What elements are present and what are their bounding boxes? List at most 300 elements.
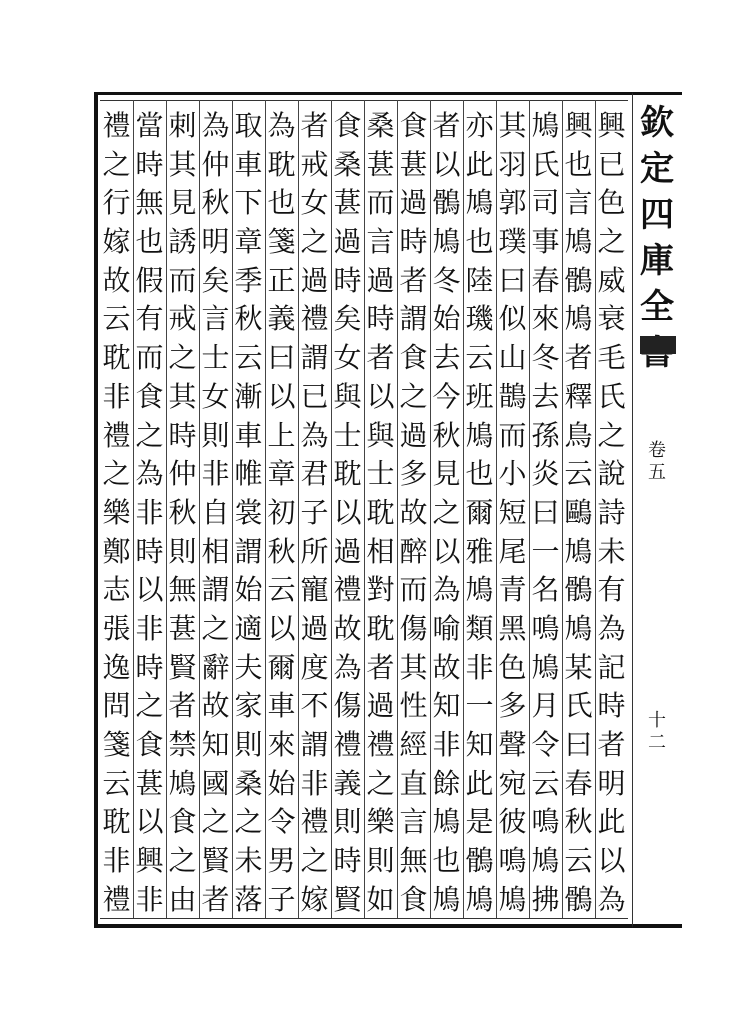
text-char: 章 bbox=[267, 457, 296, 491]
text-char: 知 bbox=[465, 728, 494, 761]
text-char: 之 bbox=[300, 844, 329, 878]
text-char: 來 bbox=[531, 302, 560, 336]
text-char: 彼 bbox=[498, 805, 527, 839]
text-char: 而 bbox=[135, 341, 164, 375]
text-char: 過 bbox=[399, 418, 428, 452]
text-char: 戒 bbox=[300, 147, 329, 181]
text-char: 故 bbox=[102, 263, 131, 297]
text-char: 而 bbox=[399, 573, 428, 607]
text-char: 拂 bbox=[531, 882, 560, 916]
text-char: 時 bbox=[135, 650, 164, 684]
text-char: 國 bbox=[201, 766, 230, 800]
text-char: 未 bbox=[597, 534, 626, 568]
text-char: 一 bbox=[531, 534, 560, 568]
text-char: 則 bbox=[366, 844, 395, 878]
text-char: 以 bbox=[597, 844, 626, 878]
text-char: 食 bbox=[399, 109, 428, 142]
text-char: 令 bbox=[267, 805, 296, 839]
text-char: 無 bbox=[135, 186, 164, 220]
text-char: 此 bbox=[465, 147, 494, 181]
text-char: 上 bbox=[267, 418, 296, 452]
text-char: 云 bbox=[234, 341, 263, 375]
fishtail-mark bbox=[640, 336, 676, 354]
text-char: 刺 bbox=[168, 109, 197, 142]
text-char: 興 bbox=[564, 109, 593, 142]
text-column bbox=[97, 108, 137, 918]
text-char: 桑 bbox=[234, 766, 263, 800]
text-char: 小 bbox=[498, 457, 527, 491]
text-char: 時 bbox=[333, 844, 362, 878]
text-char: 陸 bbox=[465, 263, 494, 297]
volume-char: 五 bbox=[648, 462, 666, 483]
title-char: 欽 bbox=[640, 103, 674, 143]
text-char: 鳩 bbox=[564, 302, 593, 336]
text-char: 鳩 bbox=[564, 611, 593, 645]
text-char: 鳩 bbox=[432, 225, 461, 259]
title-char: 庫 bbox=[640, 241, 674, 281]
text-char: 月 bbox=[531, 689, 560, 723]
text-char: 言 bbox=[366, 225, 395, 259]
text-char: 男 bbox=[267, 844, 296, 878]
text-char: 今 bbox=[432, 379, 461, 413]
text-char: 始 bbox=[432, 302, 461, 336]
text-char: 為 bbox=[333, 650, 362, 684]
text-char: 適 bbox=[234, 611, 263, 645]
text-char: 張 bbox=[102, 611, 131, 645]
text-char: 士 bbox=[333, 418, 362, 452]
text-char: 鷗 bbox=[564, 495, 593, 529]
text-char: 孫 bbox=[531, 418, 560, 452]
text-char: 之 bbox=[597, 418, 626, 452]
text-char: 無 bbox=[399, 844, 428, 878]
text-char: 過 bbox=[366, 689, 395, 723]
text-char: 賢 bbox=[201, 844, 230, 878]
text-char: 以 bbox=[135, 805, 164, 839]
text-char: 秋 bbox=[267, 534, 296, 568]
text-char: 逸 bbox=[102, 650, 131, 684]
text-char: 釋 bbox=[564, 379, 593, 413]
text-char: 聲 bbox=[498, 728, 527, 761]
volume-char: 卷 bbox=[648, 440, 666, 461]
text-char: 耽 bbox=[102, 805, 131, 839]
text-char: 非 bbox=[432, 728, 461, 761]
text-char: 事 bbox=[531, 225, 560, 259]
text-char: 之 bbox=[201, 805, 230, 839]
text-char: 假 bbox=[135, 263, 164, 297]
text-char: 謂 bbox=[234, 534, 263, 568]
text-char: 故 bbox=[333, 611, 362, 645]
text-char: 璞 bbox=[498, 225, 527, 259]
text-char: 士 bbox=[366, 457, 395, 491]
text-char: 葚 bbox=[399, 147, 428, 181]
text-char: 禁 bbox=[168, 728, 197, 761]
text-char: 直 bbox=[399, 766, 428, 800]
text-char: 黑 bbox=[498, 611, 527, 645]
page-number bbox=[648, 710, 666, 754]
text-char: 明 bbox=[597, 766, 626, 800]
text-char: 非 bbox=[135, 495, 164, 529]
text-char: 炎 bbox=[531, 457, 560, 491]
text-char: 一 bbox=[465, 689, 494, 723]
text-char: 者 bbox=[399, 263, 428, 297]
text-char: 之 bbox=[432, 495, 461, 529]
text-char: 醉 bbox=[399, 534, 428, 568]
text-char: 春 bbox=[564, 766, 593, 800]
text-char: 傷 bbox=[399, 611, 428, 645]
text-char: 為 bbox=[135, 457, 164, 491]
text-char: 非 bbox=[102, 844, 131, 878]
text-char: 云 bbox=[267, 573, 296, 607]
text-char: 禮 bbox=[333, 573, 362, 607]
text-char: 子 bbox=[300, 495, 329, 529]
text-char: 食 bbox=[399, 882, 428, 916]
text-char: 過 bbox=[366, 263, 395, 297]
text-char: 仲 bbox=[201, 147, 230, 181]
text-char: 鳩 bbox=[498, 882, 527, 916]
text-char: 雅 bbox=[465, 534, 494, 568]
text-char: 對 bbox=[366, 573, 395, 607]
text-char: 非 bbox=[102, 379, 131, 413]
text-char: 鳩 bbox=[465, 418, 494, 452]
text-char: 也 bbox=[432, 844, 461, 878]
text-char: 女 bbox=[201, 379, 230, 413]
text-char: 禮 bbox=[333, 728, 362, 761]
text-char: 非 bbox=[465, 650, 494, 684]
text-char: 者 bbox=[201, 882, 230, 916]
text-char: 曰 bbox=[564, 728, 593, 761]
text-char: 為 bbox=[432, 573, 461, 607]
text-char: 謂 bbox=[399, 302, 428, 336]
text-char: 則 bbox=[201, 418, 230, 452]
text-char: 經 bbox=[399, 728, 428, 761]
text-char: 者 bbox=[366, 341, 395, 375]
text-char: 始 bbox=[234, 573, 263, 607]
text-char: 之 bbox=[399, 379, 428, 413]
text-char: 禮 bbox=[300, 805, 329, 839]
text-char: 傷 bbox=[333, 689, 362, 723]
text-char: 女 bbox=[300, 186, 329, 220]
text-char: 之 bbox=[300, 225, 329, 259]
text-char: 之 bbox=[102, 457, 131, 491]
text-char: 色 bbox=[498, 650, 527, 684]
text-char: 氏 bbox=[531, 147, 560, 181]
text-char: 此 bbox=[597, 805, 626, 839]
text-char: 鳩 bbox=[564, 534, 593, 568]
text-char: 謂 bbox=[300, 728, 329, 761]
text-char: 耽 bbox=[366, 495, 395, 529]
text-char: 與 bbox=[366, 418, 395, 452]
text-char: 羽 bbox=[498, 147, 527, 181]
title-char: 四 bbox=[640, 195, 674, 235]
text-char: 而 bbox=[366, 186, 395, 220]
text-char: 自 bbox=[201, 495, 230, 529]
text-char: 時 bbox=[333, 263, 362, 297]
text-char: 鳩 bbox=[432, 805, 461, 839]
text-char: 為 bbox=[267, 109, 296, 142]
text-char: 鳩 bbox=[465, 186, 494, 220]
text-char: 過 bbox=[399, 186, 428, 220]
text-char: 以 bbox=[432, 534, 461, 568]
text-char: 初 bbox=[267, 495, 296, 529]
volume-label bbox=[648, 440, 666, 484]
text-char: 志 bbox=[102, 573, 131, 607]
text-char: 令 bbox=[531, 728, 560, 761]
text-char: 子 bbox=[267, 882, 296, 916]
text-char: 鳩 bbox=[531, 650, 560, 684]
text-char: 詩 bbox=[597, 495, 626, 529]
page-number-char: 十 bbox=[648, 710, 666, 731]
text-char: 鳩 bbox=[531, 844, 560, 878]
text-char: 以 bbox=[432, 147, 461, 181]
text-char: 云 bbox=[564, 457, 593, 491]
text-char: 云 bbox=[102, 302, 131, 336]
text-char: 秋 bbox=[201, 186, 230, 220]
text-char: 言 bbox=[399, 805, 428, 839]
text-char: 箋 bbox=[102, 728, 131, 761]
text-char: 則 bbox=[168, 534, 197, 568]
text-char: 鳴 bbox=[531, 611, 560, 645]
text-char: 也 bbox=[564, 147, 593, 181]
text-char: 者 bbox=[168, 689, 197, 723]
text-char: 鵲 bbox=[498, 379, 527, 413]
text-char: 鳩 bbox=[465, 882, 494, 916]
text-char: 桑 bbox=[366, 109, 395, 142]
text-char: 時 bbox=[168, 418, 197, 452]
text-char: 所 bbox=[300, 534, 329, 568]
text-char: 當 bbox=[135, 109, 164, 142]
text-char: 以 bbox=[135, 573, 164, 607]
text-char: 禮 bbox=[102, 418, 131, 452]
text-char: 下 bbox=[234, 186, 263, 220]
text-char: 知 bbox=[201, 728, 230, 761]
text-char: 言 bbox=[201, 302, 230, 336]
text-char: 氏 bbox=[564, 689, 593, 723]
text-char: 與 bbox=[333, 379, 362, 413]
text-char: 之 bbox=[201, 611, 230, 645]
text-char: 鳩 bbox=[432, 882, 461, 916]
text-char: 非 bbox=[135, 611, 164, 645]
text-char: 時 bbox=[597, 689, 626, 723]
text-char: 有 bbox=[135, 302, 164, 336]
text-char: 如 bbox=[366, 882, 395, 916]
text-char: 喻 bbox=[432, 611, 461, 645]
text-char: 興 bbox=[135, 844, 164, 878]
text-char: 樂 bbox=[102, 495, 131, 529]
text-char: 者 bbox=[366, 650, 395, 684]
text-char: 仲 bbox=[168, 457, 197, 491]
text-char: 秋 bbox=[564, 805, 593, 839]
text-char: 餘 bbox=[432, 766, 461, 800]
text-char: 耽 bbox=[366, 611, 395, 645]
text-char: 食 bbox=[333, 109, 362, 142]
text-char: 非 bbox=[135, 882, 164, 916]
text-char: 鶻 bbox=[564, 882, 593, 916]
text-char: 以 bbox=[333, 495, 362, 529]
text-char: 見 bbox=[432, 457, 461, 491]
text-char: 以 bbox=[267, 611, 296, 645]
text-char: 葚 bbox=[168, 611, 197, 645]
text-char: 明 bbox=[201, 225, 230, 259]
text-char: 云 bbox=[564, 844, 593, 878]
text-char: 時 bbox=[135, 534, 164, 568]
text-char: 矣 bbox=[201, 263, 230, 297]
text-char: 者 bbox=[300, 109, 329, 142]
text-char: 時 bbox=[135, 147, 164, 181]
text-char: 之 bbox=[234, 805, 263, 839]
text-char: 毛 bbox=[597, 341, 626, 375]
text-char: 說 bbox=[597, 457, 626, 491]
text-char: 則 bbox=[333, 805, 362, 839]
text-char: 家 bbox=[234, 689, 263, 723]
text-char: 名 bbox=[531, 573, 560, 607]
text-char: 類 bbox=[465, 611, 494, 645]
title-char: 全 bbox=[640, 287, 674, 327]
text-char: 取 bbox=[234, 109, 263, 142]
book-title bbox=[640, 100, 674, 376]
text-char: 其 bbox=[168, 147, 197, 181]
text-char: 禮 bbox=[366, 728, 395, 761]
text-char: 者 bbox=[597, 728, 626, 761]
text-char: 謂 bbox=[201, 573, 230, 607]
text-char: 冬 bbox=[531, 341, 560, 375]
text-char: 云 bbox=[465, 341, 494, 375]
text-char: 鳴 bbox=[498, 844, 527, 878]
text-char: 秋 bbox=[432, 418, 461, 452]
text-char: 過 bbox=[333, 534, 362, 568]
text-char: 過 bbox=[300, 263, 329, 297]
text-char: 去 bbox=[531, 379, 560, 413]
text-char: 耽 bbox=[102, 341, 131, 375]
text-char: 鳩 bbox=[168, 766, 197, 800]
text-char: 未 bbox=[234, 844, 263, 878]
text-char: 嫁 bbox=[102, 225, 131, 259]
text-char: 某 bbox=[564, 650, 593, 684]
text-char: 知 bbox=[432, 689, 461, 723]
text-char: 多 bbox=[399, 457, 428, 491]
text-char: 也 bbox=[465, 457, 494, 491]
text-char: 辭 bbox=[201, 650, 230, 684]
text-char: 去 bbox=[432, 341, 461, 375]
text-char: 度 bbox=[300, 650, 329, 684]
text-char: 鳩 bbox=[465, 573, 494, 607]
text-char: 云 bbox=[531, 766, 560, 800]
text-char: 夫 bbox=[234, 650, 263, 684]
text-char: 耽 bbox=[333, 457, 362, 491]
text-char: 鳩 bbox=[564, 225, 593, 259]
text-char: 故 bbox=[432, 650, 461, 684]
text-char: 之 bbox=[102, 147, 131, 181]
text-char: 漸 bbox=[234, 379, 263, 413]
text-char: 耽 bbox=[267, 147, 296, 181]
text-char: 有 bbox=[597, 573, 626, 607]
frame-bottom-rule bbox=[100, 918, 628, 919]
text-char: 來 bbox=[267, 728, 296, 761]
text-char: 曰 bbox=[267, 341, 296, 375]
text-char: 而 bbox=[168, 263, 197, 297]
text-char: 衰 bbox=[597, 302, 626, 336]
text-char: 君 bbox=[300, 457, 329, 491]
text-char: 時 bbox=[399, 225, 428, 259]
text-char: 相 bbox=[201, 534, 230, 568]
text-char: 爾 bbox=[465, 495, 494, 529]
text-char: 已 bbox=[597, 147, 626, 181]
text-char: 禮 bbox=[102, 109, 131, 142]
text-char: 興 bbox=[597, 109, 626, 142]
text-char: 之 bbox=[168, 844, 197, 878]
text-char: 是 bbox=[465, 805, 494, 839]
text-char: 鶻 bbox=[564, 573, 593, 607]
text-char: 為 bbox=[201, 109, 230, 142]
text-char: 秋 bbox=[168, 495, 197, 529]
text-char: 賢 bbox=[333, 882, 362, 916]
text-char: 性 bbox=[399, 689, 428, 723]
text-char: 士 bbox=[201, 341, 230, 375]
text-char: 過 bbox=[300, 611, 329, 645]
text-char: 車 bbox=[267, 689, 296, 723]
text-char: 食 bbox=[399, 341, 428, 375]
text-char: 正 bbox=[267, 263, 296, 297]
text-char: 班 bbox=[465, 379, 494, 413]
title-char: 定 bbox=[640, 149, 674, 189]
text-char: 亦 bbox=[465, 109, 494, 142]
text-char: 帷 bbox=[234, 457, 263, 491]
text-char: 不 bbox=[300, 689, 329, 723]
text-char: 山 bbox=[498, 341, 527, 375]
text-char: 食 bbox=[135, 728, 164, 761]
text-char: 其 bbox=[399, 650, 428, 684]
text-char: 葚 bbox=[333, 186, 362, 220]
text-char: 始 bbox=[267, 766, 296, 800]
text-char: 謂 bbox=[300, 341, 329, 375]
text-char: 之 bbox=[366, 766, 395, 800]
text-char: 嫁 bbox=[300, 882, 329, 916]
text-char: 禮 bbox=[300, 302, 329, 336]
text-char: 色 bbox=[597, 186, 626, 220]
text-char: 鳥 bbox=[564, 418, 593, 452]
text-char: 戒 bbox=[168, 302, 197, 336]
text-char: 以 bbox=[366, 379, 395, 413]
text-char: 寵 bbox=[300, 573, 329, 607]
text-char: 車 bbox=[234, 418, 263, 452]
text-char: 言 bbox=[564, 186, 593, 220]
text-char: 相 bbox=[366, 534, 395, 568]
text-char: 箋 bbox=[267, 225, 296, 259]
text-char: 爾 bbox=[267, 650, 296, 684]
text-char: 之 bbox=[168, 341, 197, 375]
text-char: 者 bbox=[432, 109, 461, 142]
text-char: 故 bbox=[399, 495, 428, 529]
text-char: 非 bbox=[201, 457, 230, 491]
text-char: 女 bbox=[333, 341, 362, 375]
text-char: 也 bbox=[135, 225, 164, 259]
text-char: 已 bbox=[300, 379, 329, 413]
text-char: 落 bbox=[234, 882, 263, 916]
text-char: 過 bbox=[333, 225, 362, 259]
page-number-char: 二 bbox=[648, 732, 666, 753]
text-char: 郭 bbox=[498, 186, 527, 220]
text-char: 葚 bbox=[135, 766, 164, 800]
text-char: 問 bbox=[102, 689, 131, 723]
text-char: 其 bbox=[168, 379, 197, 413]
text-char: 非 bbox=[300, 766, 329, 800]
text-char: 由 bbox=[168, 882, 197, 916]
text-char: 禮 bbox=[102, 882, 131, 916]
text-char: 時 bbox=[366, 302, 395, 336]
text-char: 義 bbox=[333, 766, 362, 800]
text-char: 鳩 bbox=[531, 109, 560, 142]
text-char: 也 bbox=[465, 225, 494, 259]
text-char: 短 bbox=[498, 495, 527, 529]
